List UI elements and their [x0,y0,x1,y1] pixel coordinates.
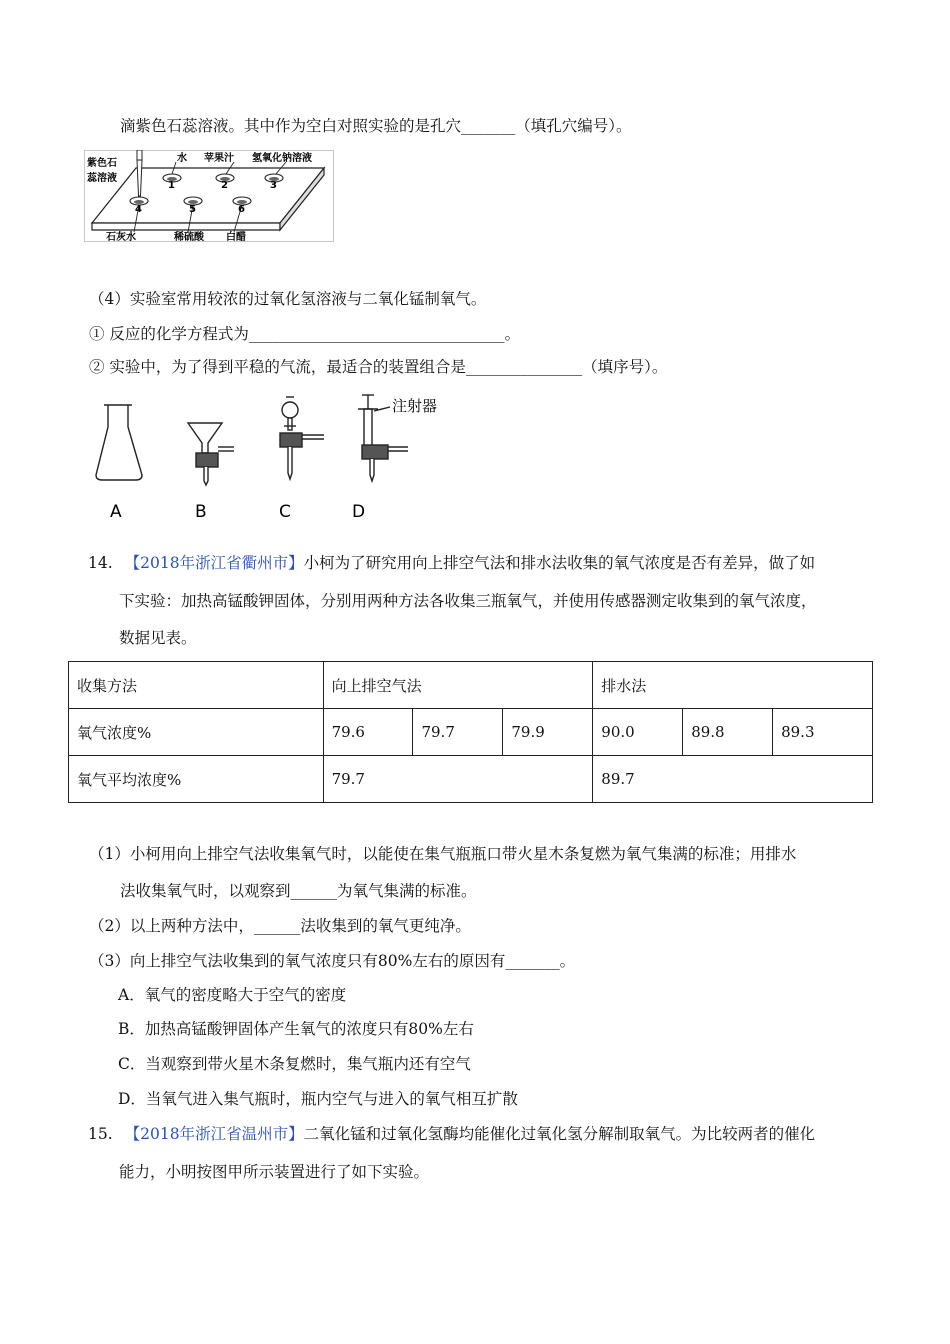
apparatus-letter-a: A [110,502,122,522]
text-line: 滴紫色石蕊溶液。其中作为空白对照实验的是孔穴_______（填孔穴编号）。 [120,117,632,135]
table-header-cell: 收集方法 [69,662,324,709]
subquestion-2: （2）以上两种方法中，______法收集到的氧气更纯净。 [89,917,471,935]
apparatus-letter-c: C [279,502,291,522]
table-cell: 90.0 [593,709,683,756]
option-b: B．加热高锰酸钾固体产生氧气的浓度只有80%左右 [118,1020,474,1038]
question-15-line-1: 15. 【2018年浙江省温州市】二氧化锰和过氧化氢酶均能催化过氧化氢分解制取氧气。为比较两者的催化 [88,1125,816,1143]
plate-label-water: 水 [177,153,187,164]
question-source: 【2018年浙江省衢州市】 [124,554,304,572]
option-c: C．当观察到带火星木条复燃时，集气瓶内还有空气 [118,1055,471,1073]
plate-label-naoh: 氢氧化钠溶液 [252,153,312,164]
apparatus-figure [90,393,460,525]
table-row-label: 氧气平均浓度% [69,756,324,803]
question-number: 14. [88,554,113,572]
table-cell: 89.7 [593,756,873,803]
well-number-6: 6 [238,204,245,215]
option-d: D．当氧气进入集气瓶时，瓶内空气与进入的氧气相互扩散 [118,1090,518,1108]
table-cell: 79.6 [323,709,413,756]
question-4-part-2: ② 实验中，为了得到平稳的气流，最适合的装置组合是_______________（填序号）。 [89,358,668,376]
plate-label-apple-juice: 苹果汁 [204,153,234,164]
plate-label-left-1: 紫色石 [87,158,117,169]
apparatus-letter-b: B [195,502,207,522]
subquestion-3: （3）向上排空气法收集到的氧气浓度只有80%左右的原因有_______。 [89,952,576,970]
well-number-1: 1 [168,180,175,191]
question-14-line-2: 下实验：加热高锰酸钾固体，分别用两种方法各收集三瓶氧气，并使用传感器测定收集到的氧气浓度， [119,592,817,610]
question-4-part-1: ① 反应的化学方程式为_________________________________。 [89,325,521,343]
table-cell: 89.3 [773,709,873,756]
subquestion-1-line-2: 法收集氧气时，以观察到______为氧气集满的标准。 [120,882,477,900]
well-number-5: 5 [189,204,196,215]
table-header-cell: 向上排空气法 [323,662,593,709]
table-row-label: 氧气浓度% [69,709,324,756]
oxygen-concentration-table [68,661,873,803]
question-14-line-1: 14. 【2018年浙江省衢州市】小柯为了研究用向上排空气法和排水法收集的氧气浓度是否有差异，做了如 [88,554,816,572]
table-cell: 79.7 [323,756,593,803]
option-a: A．氧气的密度略大于空气的密度 [118,986,347,1004]
plate-label-dilute-acid: 稀硫酸 [174,232,204,242]
question-source: 【2018年浙江省温州市】 [124,1125,304,1143]
table-cell: 79.9 [503,709,593,756]
subquestion-1-line-1: （1）小柯用向上排空气法收集氧气时，以能使在集气瓶瓶口带火星木条复燃为氧气集满的标准；用排水 [89,845,797,863]
plate-label-left-2: 蕊溶液 [87,173,117,184]
question-number: 15. [88,1125,113,1143]
apparatus-letter-d: D [352,502,366,522]
plate-label-vinegar: 白醋 [226,232,246,242]
spot-plate-figure [84,150,334,242]
question-4: （4）实验室常用较浓的过氧化氢溶液与二氧化锰制氧气。 [89,290,487,308]
syringe-label: 注射器 [392,397,438,415]
table-cell: 89.8 [683,709,773,756]
table-row [69,709,873,756]
table-row [69,662,873,709]
question-15-line-2: 能力，小明按图甲所示装置进行了如下实验。 [119,1163,430,1181]
plate-label-limewater: 石灰水 [106,232,136,242]
table-row [69,756,873,803]
well-number-4: 4 [135,204,142,215]
well-number-3: 3 [270,180,277,191]
well-number-2: 2 [221,180,228,191]
question-14-line-3: 数据见表。 [119,629,197,647]
table-header-cell: 排水法 [593,662,873,709]
table-cell: 79.7 [413,709,503,756]
